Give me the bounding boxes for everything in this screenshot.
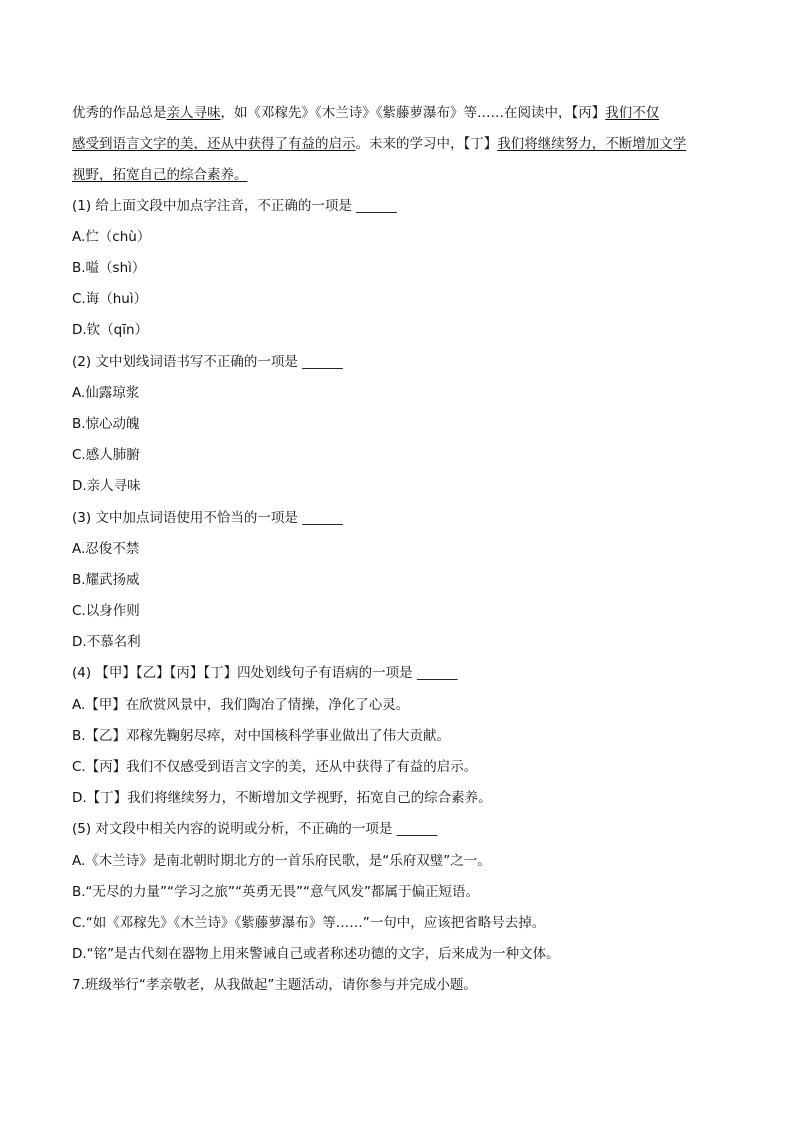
question-4-option-b: B.【乙】邓稼先鞠躬尽瘁，对中国核科学事业做出了伟大贡献。 bbox=[72, 728, 451, 744]
question-3-stem: (3) 文中加点词语使用不恰当的一项是 ______ bbox=[72, 510, 343, 526]
underlined-sentence: 视野，拓宽自己的综合素养。 bbox=[72, 167, 248, 183]
question-2-stem: (2) 文中划线词语书写不正确的一项是 ______ bbox=[72, 354, 343, 370]
question-5-stem: (5) 对文段中相关内容的说明或分析，不正确的一项是 ______ bbox=[72, 821, 438, 837]
question-1-option-c: C.诲（huì） bbox=[72, 291, 148, 307]
underlined-sentence: 感受到语言文字的美，还从中获得了有益的启示 bbox=[72, 136, 356, 152]
question-5-option-c: C.“如《邓稼先》《木兰诗》《紫藤萝瀑布》等……”一句中，应该把省略号去掉。 bbox=[72, 915, 546, 931]
paragraph-text: ，如《邓稼先》《木兰诗》《紫藤萝瀑布》等……在阅读中，【丙】 bbox=[220, 105, 606, 121]
question-1-option-b: B.嗌（shì） bbox=[72, 260, 146, 276]
question-5-option-a: A.《木兰诗》是南北朝时期北方的一首乐府民歌，是“乐府双璧”之一。 bbox=[72, 853, 491, 869]
question-4-option-a: A.【甲】在欣赏风景中，我们陶冶了情操，净化了心灵。 bbox=[72, 697, 410, 713]
paragraph-line-1 bbox=[72, 104, 659, 122]
paragraph-text: 。未来的学习中，【丁】 bbox=[355, 136, 498, 152]
paragraph-text: 优秀的作品总是 bbox=[72, 105, 167, 121]
question-1-option-a: A.伫（chù） bbox=[72, 229, 151, 245]
question-3-option-a: A.忍俊不禁 bbox=[72, 541, 140, 557]
question-4-option-c: C.【丙】我们不仅感受到语言文字的美，还从中获得了有益的启示。 bbox=[72, 759, 478, 775]
question-3-option-d: D.不慕名利 bbox=[72, 634, 141, 650]
question-4-stem: (4) 【甲】【乙】【丙】【丁】四处划线句子有语病的一项是 ______ bbox=[72, 665, 458, 681]
question-4-option-d: D.【丁】我们将继续努力，不断增加文学视野，拓宽自己的综合素养。 bbox=[72, 790, 492, 806]
question-1-stem: (1) 给上面文段中加点字注音，不正确的一项是 ______ bbox=[72, 198, 397, 214]
underlined-sentence: 我们将继续努力，不断增加文学 bbox=[497, 136, 687, 152]
question-5-option-b: B.“无尽的力量”“学习之旅”“英勇无畏”“意气风发”都属于偏正短语。 bbox=[72, 884, 480, 900]
paragraph-line-2 bbox=[72, 135, 686, 153]
question-5-option-d: D.“铭”是古代刻在器物上用来警诫自己或者称述功德的文字，后来成为一种文体。 bbox=[72, 946, 560, 962]
paragraph-line-3 bbox=[72, 166, 248, 184]
question-1-option-d: D.钦（qīn） bbox=[72, 322, 149, 338]
question-2-option-b: B.惊心动魄 bbox=[72, 416, 140, 432]
question-3-option-c: C.以身作则 bbox=[72, 603, 140, 619]
question-7-stem: 7.班级举行“孝亲敬老，从我做起”主题活动，请你参与并完成小题。 bbox=[72, 977, 477, 993]
underlined-sentence: 我们不仅 bbox=[605, 105, 660, 121]
question-2-option-a: A.仙露琼浆 bbox=[72, 385, 140, 401]
question-2-option-d: D.亲人寻味 bbox=[72, 478, 141, 494]
underlined-phrase: 亲人寻味 bbox=[166, 105, 221, 121]
question-3-option-b: B.耀武扬威 bbox=[72, 572, 140, 588]
question-2-option-c: C.感人肺腑 bbox=[72, 447, 140, 463]
